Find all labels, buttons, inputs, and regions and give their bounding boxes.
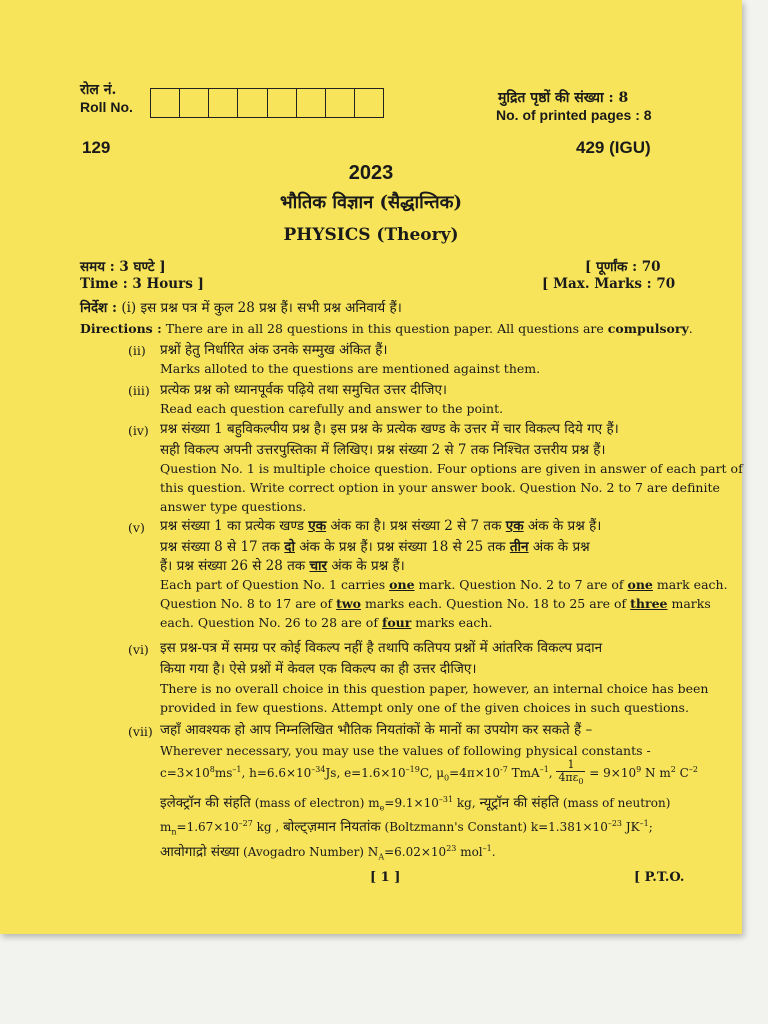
direction-4-hindi-line2: सही विकल्प अपनी उत्तरपुस्तिका में लिखिए। प्रश्न संख्या 2 से 7 तक निश्चित उत्तरीय प्रश्न हैं। <box>160 442 606 458</box>
paper-code-right: 429 (IGU) <box>576 138 651 157</box>
please-turn-over: [ P.T.O. <box>634 870 685 885</box>
direction-number: (ii) <box>128 343 146 358</box>
direction-6-hindi-line1: इस प्रश्न-पत्र में समग्र पर कोई विकल्प नहीं है तथापि कतिपय प्रश्नों में आंतरिक विकल्प प्रदान <box>160 640 603 656</box>
direction-4-english-line1: Question No. 1 is multiple choice question. Four options are given in answer of each part of <box>160 461 743 476</box>
printed-pages-hindi: मुद्रित पृष्ठों की संख्या : 8 <box>498 90 629 106</box>
direction-6-english-line2: provided in few questions. Attempt only one of the given choices in such questions. <box>160 700 689 715</box>
time-hindi: समय : 3 घण्टे ] <box>80 259 166 275</box>
direction-7-hindi: जहाँ आवश्यक हो आप निम्नलिखित भौतिक नियतांकों के मानों का उपयोग कर सकते हैं – <box>160 722 593 738</box>
subject-title-hindi: भौतिक विज्ञान (सैद्धान्तिक) <box>280 192 462 213</box>
roll-label-hindi: रोल नं. <box>80 82 117 98</box>
time-allowed: Time : 3 Hours ] <box>80 276 204 292</box>
direction-6-english-line1: There is no overall choice in this question paper, however, an internal choice has been <box>160 681 709 696</box>
constants-line-1: $c=3\times 10^8ms^{-1}$, $h=6.6\times 10^{-34}Js$, $e=1.6\times 10^{-19}C$, $\mu_0=4\pi\times 10^{-7}$ TmA$^{-1}$, $\frac{1}{4\pi\varepsilon_0}$ = $9\times 10^9$ N $m^2$ $C^{-2}$ <box>160 758 698 787</box>
page-number: [ 1 ] <box>370 870 401 885</box>
direction-2-hindi: प्रश्नों हेतु निर्धारित अंक उनके सम्मुख अंकित हैं। <box>160 342 388 358</box>
paper-code-left: 129 <box>82 138 111 157</box>
directions-block <box>80 298 402 316</box>
max-marks-hindi: [ पूर्णांक : 70 <box>585 259 661 275</box>
direction-1-hindi: इस प्रश्न पत्र में कुल 28 प्रश्न हैं। सभी प्रश्न अनिवार्य हैं। <box>140 300 402 316</box>
direction-number: (iii) <box>128 383 150 398</box>
direction-4-english-line2: this question. Write correct option in your answer book. Question No. 2 to 7 are definite <box>160 480 720 495</box>
direction-5-hindi-line1: प्रश्न संख्या 1 का प्रत्येक खण्ड एक अंक का है। प्रश्न संख्या 2 से 7 तक एक अंक के प्रश्न हैं। <box>160 518 602 534</box>
direction-4-hindi-line1: प्रश्न संख्या 1 बहुविकल्पीय प्रश्न है। इस प्रश्न के प्रत्येक खण्ड के उत्तर में चार विकल्प दिये गए हैं। <box>160 421 619 437</box>
max-marks: [ Max. Marks : 70 <box>542 276 676 292</box>
direction-5-english-line1: Each part of Question No. 1 carries one mark. Question No. 2 to 7 are of one mark each. <box>160 577 728 592</box>
roll-label: Roll No. <box>80 99 133 115</box>
direction-4-english-line3: answer type questions. <box>160 499 307 514</box>
printed-pages: No. of printed pages : 8 <box>496 107 652 123</box>
coulomb-constant-fraction: $\frac{1}{4\pi\varepsilon_0}$ <box>558 758 584 787</box>
direction-3-hindi: प्रत्येक प्रश्न को ध्यानपूर्वक पढ़िये तथा समुचित उत्तर दीजिए। <box>160 382 448 398</box>
constants-line-2: इलेक्ट्रॉन की संहति (mass of electron) $m_e=9.1\times 10^{-31}$ kg, न्यूट्रॉन की संहति (mass of neutron) <box>160 795 671 813</box>
direction-1-english: Directions : There are in all 28 questions in this question paper. All questions are compulsory. <box>80 321 693 336</box>
exam-year: 2023 <box>348 162 394 184</box>
direction-number: (vi) <box>128 642 149 657</box>
direction-6-hindi-line2: किया गया है। ऐसे प्रश्नों में केवल एक विकल्प का ही उत्तर दीजिए। <box>160 661 477 677</box>
direction-number: (v) <box>128 520 145 535</box>
direction-5-english-line3: each. Question No. 26 to 28 are of four marks each. <box>160 615 493 630</box>
subject-title: PHYSICS (Theory) <box>283 225 459 245</box>
constants-line-3: $m_n=1.67\times 10^{-27}$ kg , बोल्ट्ज़मान नियतांक (Boltzmann's Constant) $k=1.381\times 10^{-23}$ $JK^{-1}$; <box>160 819 653 837</box>
direction-number: (iv) <box>128 423 149 438</box>
direction-2-english: Marks alloted to the questions are mentioned against them. <box>160 361 541 376</box>
constants-line-4: आवोगाद्रो संख्या (Avogadro Number) $N_A=6.02\times 10^{23}$ mol$^{-1}$. <box>160 844 496 862</box>
direction-5-hindi-line2: प्रश्न संख्या 8 से 17 तक दो अंक के प्रश्न हैं। प्रश्न संख्या 18 से 25 तक तीन अंक के प्रश्न <box>160 539 590 555</box>
direction-5-hindi-line3: हैं। प्रश्न संख्या 26 से 28 तक चार अंक के प्रश्न हैं। <box>160 558 405 574</box>
roll-number-boxes[interactable] <box>150 88 384 118</box>
directions-label-hindi: निर्देश : <box>80 300 118 316</box>
direction-7-english: Wherever necessary, you may use the values of following physical constants - <box>160 743 651 758</box>
direction-number: (vii) <box>128 724 153 739</box>
direction-5-english-line2: Question No. 8 to 17 are of two marks each. Question No. 18 to 25 are of three marks <box>160 596 711 611</box>
direction-3-english: Read each question carefully and answer to the point. <box>160 401 504 416</box>
direction-number: (i) <box>121 300 137 316</box>
